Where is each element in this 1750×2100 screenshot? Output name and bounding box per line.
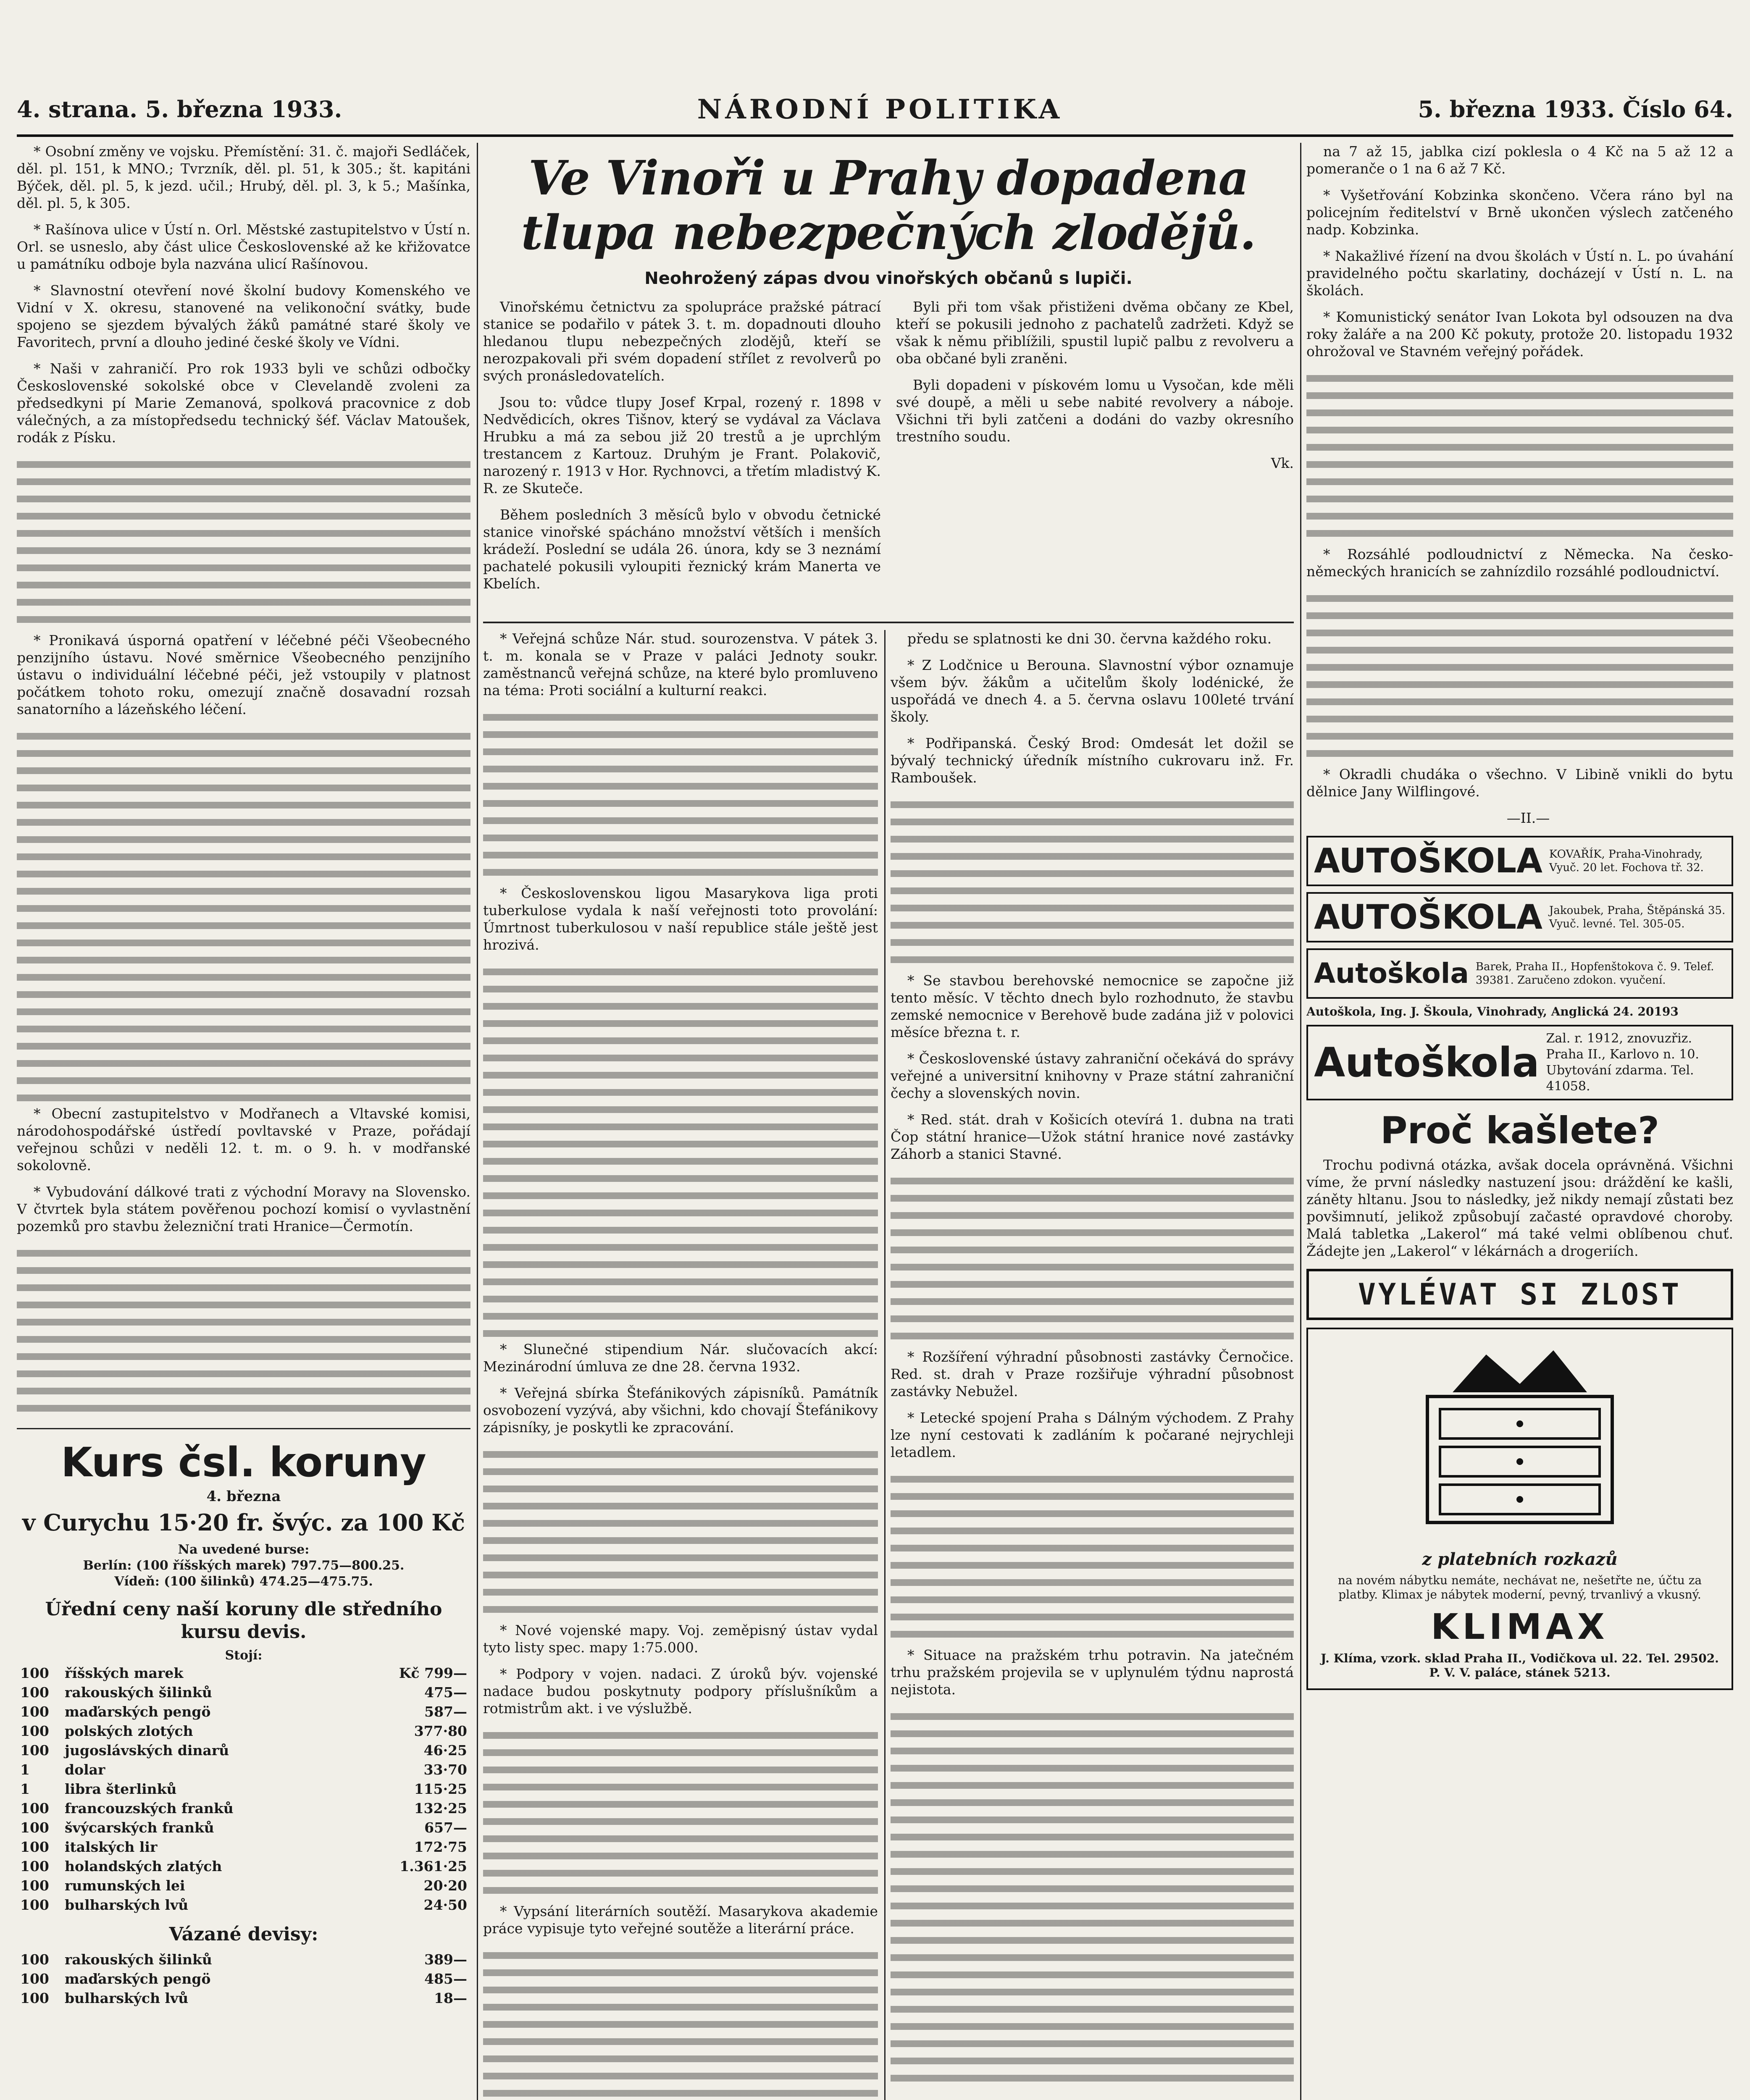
ad-details: Zal. r. 1912, znovuzřiz. Praha II., Karlovo n. 10. Ubytování zdarma. Tel. 41058. [1546, 1031, 1699, 1094]
currency-official-head: Úřední ceny naší koruny dle středního kursu devis. [45, 1599, 442, 1643]
rate-amt: 100 [20, 1877, 49, 1894]
article-komensky-school: * Slavnostní otevření nové školní budovy Komenského ve Vidní v X. okresu, stanovené na velikonoční svátky, bude spojeno se sjezdem bývalých žáků památné staré školy ve Favoritech, první a dlouho jediné české školy ve Vídni. [17, 282, 470, 350]
ad-details: KOVAŘÍK, Praha-Vinohrady, Vyuč. 20 let. Fochova tř. 32. [1549, 848, 1704, 874]
dresser-illustration [1402, 1346, 1637, 1539]
rate-val: Kč 799— [399, 1665, 467, 1681]
article-pension-institute: * Pronikavá úsporná opatření v léčebné péči Všeobecného penzijního ústavu. Nové směrnice Všeobecného penzijního ústavu o individuální léčebné péči, jež vstoupily v platnost počátkem tohoto roku, omezují značně dosavadní rozsah sanatorního a lázeňského léčení. [17, 632, 470, 717]
article-far-east-flight: * Letecké spojení Praha s Dálným východem. Z Prahy lze nyní cestovati k zadláním k počarané nejrychleji letadlem. [891, 1410, 1294, 1460]
rate-name: holandských zlatých [65, 1858, 222, 1874]
lead-body-col-1 [483, 298, 881, 601]
rate-name: rakouských šilinků [65, 1684, 212, 1701]
rate-amt: 100 [20, 1990, 49, 2006]
rate-row [17, 1683, 470, 1702]
rate-row [17, 1895, 470, 1915]
lead-body [483, 298, 1294, 601]
column-1 [17, 143, 470, 2100]
rate-amt: 100 [20, 1742, 49, 1759]
lead-bottom-rule [483, 622, 1294, 623]
article-military-foundation: * Podpory v vojen. nadaci. Z úroků býv. vojenské nadace budou poskytnuty podpory příslušníkům a rotmistrům akt. i ve výslužbě. [483, 1666, 878, 1717]
rate-amt: 100 [20, 1819, 49, 1836]
article-modrany: * Obecní zastupitelstvo v Modřanech a Vltavské komisi, národohospodářské ústředí povltavské v Praze, pořádají veřejnou schůzi v neděli 12. t. m. o 9. h. v modřanské sokolovně. [17, 1105, 470, 1173]
text-block [17, 1244, 470, 1420]
column-rule [884, 630, 886, 2100]
rate-name: bulharských lvů [65, 1990, 189, 2006]
ad-autoskola-barek [1306, 948, 1733, 999]
ad-klimax-subtitle: z platebních rozkazů [1422, 1549, 1618, 1569]
article-student-meeting: * Veřejná schůze Nár. stud. sourozenstva. V pátek 3. t. m. konala se v Praze v paláci Jednoty soukr. zaměstnanců veřejná schůze, na které bylo promluveno na téma: Proti sociální a kulturní reakci. [483, 630, 878, 698]
ad-lakerol-text: Trochu podivná otázka, avšak docela oprávněná. Všichni víme, že první následky nastuzení jsou: dráždění ke kašli, záněty hltanu. Jsou to následky, jež nikdy nemají zůstati bez povšimnutí, jelikož způsobují začasté opravdové choroby. Malá tabletka „Lakerol“ má také velmi oblíbenou chuť. Žádejte jen „Lakerol“ v lékárnách a drogeriích. [1306, 1157, 1733, 1259]
ad-autoskola-jakoubek [1306, 892, 1733, 942]
article-personnel: * Osobní změny ve vojsku. Přemístění: 31. č. majoři Sedláček, děl. pl. 151, k MNO.; Tvrzník, děl. pl. 51, k 305.; št. kapitáni Býček, děl. pl. 5, k jezd. učil.; Hrubý, děl. pl. 3, k 5.; Mašínka, děl. pl. 5, k 305. [17, 143, 470, 211]
lead-paragraph: Během posledních 3 měsíců bylo v obvodu četnické stanice vinořské spácháno množství větších i menších krádeží. Poslední se udála 26. února, kdy se 3 neznámí pachatelé pokusili vyloupiti řeznický krám Manerta ve Kbelích. [483, 507, 881, 592]
rate-amt: 100 [20, 1971, 49, 1987]
rate-row [17, 1969, 470, 1989]
article-literary-contest: * Vypsání literárních soutěží. Masarykova akademie práce vypisuje tyto veřejné soutěže a literární práce. [483, 1903, 878, 1937]
currency-berlin: Berlín: (100 říšských marek) 797.75—800.25. [83, 1558, 405, 1573]
rate-val: 33·70 [423, 1761, 467, 1778]
ad-klimax-text: na novém nábytku nemáte, nechávat ne, nešetřte ne, účtu za platby. Klimax je nábytek moderní, pevný, trvanlivý a vkusný. [1337, 1573, 1702, 1601]
article-railway: * Vybudování dálkové trati z východní Moravy na Slovensko. V čtvrtek byla státem pověřenou pochozí komisí o vyvlastnění pozemků pro stavbu železniční trati Hranice—Čermotín. [17, 1184, 470, 1234]
article-kosice-railway: * Red. stát. drah v Košicích otevírá 1. dubna na trati Čop státní hranice—Užok státní hranice nové zastávky Záhorb a stanici Stavné. [891, 1111, 1294, 1162]
lead-paragraph: Jsou to: vůdce tlupy Josef Krpal, rozený r. 1898 v Nedvědicích, okres Tišnov, který se vydával za Václava Hrubku a má za sebou již 20 trestů a je uprchlým trestancem z Kartouz. Druhým je Frant. Polakovič, narozený r. 1913 v Hor. Rychnovci, a třetím mladistvý K. R. ze Skuteče. [483, 394, 881, 496]
rate-row [17, 1799, 470, 1818]
rate-name: jugoslávských dinarů [65, 1742, 229, 1759]
rate-name: libra šterlinků [65, 1781, 177, 1797]
column-3 [891, 630, 1294, 2100]
rate-val: 485— [424, 1971, 467, 1987]
text-block [891, 1470, 1294, 1646]
page-header [17, 84, 1733, 137]
ad-klimax [1306, 1328, 1733, 1690]
rate-val: 377·80 [414, 1723, 467, 1739]
ad-autoskola-skoula: Autoškola, Ing. J. Škoula, Vinohrady, Anglická 24. 20193 [1306, 1005, 1679, 1018]
currency-wien: Vídeň: (100 šilinků) 474.25—475.75. [114, 1574, 373, 1589]
article-schools-usti: * Nakažlivé řízení na dvou školách v Ústí n. L. po úvahání pravidelného počtu skarlatiny, docházejí v Ústí n. L. na školách. [1306, 248, 1733, 299]
text-block [891, 1172, 1294, 1348]
lead-paragraph: Byli dopadeni v pískovém lomu u Vysočan, kde měli své doupě, a měli u sebe nabité revolvery a náboje. Všichni tři byli zatčeni a dodáni do vazby okresního trestního soudu. [896, 377, 1294, 445]
ad-autoskola-kovarik [1306, 836, 1733, 886]
rate-amt: 1 [20, 1781, 30, 1797]
currency-burse-head: Na uvedené burse: [178, 1542, 310, 1557]
lead-subhead: Neohrožený zápas dvou vinořských občanů s lupiči. [644, 269, 1133, 288]
text-block [483, 963, 878, 1341]
article-lodenice: * Z Lodčnice u Berouna. Slavnostní výbor oznamuje všem býv. žákům a učitelům školy lodénické, že uspořádá ve dnech 4. a 5. června oslavu 100leté trvání školy. [891, 657, 1294, 725]
rate-name: maďarských pengö [65, 1704, 211, 1720]
article-podripanska: * Podřipanská. Český Brod: Omdesát let dožil se bývalý technický úředník místního cukrovaru inž. Fr. Ramboušek. [891, 735, 1294, 786]
rate-row [17, 1722, 470, 1741]
rate-name: bulharských lvů [65, 1897, 189, 1913]
rate-row [17, 1664, 470, 1683]
rate-row [17, 1876, 470, 1895]
article-continuation: předu se splatnosti ke dni 30. června každého roku. [907, 630, 1272, 647]
article-stefanik: * Veřejná sbírka Štefánikových zápisníků. Památník osvobození vyzývá, aby všichni, kdo chovají Štefánikovy zápisníky, je poskytli ke zpracování. [483, 1385, 878, 1436]
rate-amt: 100 [20, 1704, 49, 1720]
article-tuberculosis: * Československou ligou Masarykova liga proti tuberkulose vydala k naší veřejnosti toto provolání: Úmrtnost tuberkulosou v naší republice stále ještě jest hrozivá. [483, 885, 878, 953]
rate-amt: 100 [20, 1665, 49, 1681]
rate-val: 587— [424, 1704, 467, 1720]
ad-name: Autoškola [1314, 1039, 1540, 1086]
article-robbed: * Okradli chudáka o všechno. V Libině vnikli do bytu dělnice Jany Wilflingové. [1306, 766, 1733, 800]
issue-date-number: 5. března 1933. Číslo 64. [1418, 96, 1733, 123]
text-block [1306, 589, 1733, 766]
currency-rates-table [17, 1664, 470, 1915]
article-foreign-institutes: * Československé ústavy zahraniční očekává do správy veřejné a universitní knihovny v Praze státní zahraniční čechy a slovenských novin. [891, 1050, 1294, 1101]
article-maps: * Nové vojenské mapy. Voj. zeměpisný ústav vydal tyto listy spec. mapy 1:75.000. [483, 1622, 878, 1656]
text-block [891, 1707, 1294, 2085]
article-food-market: * Situace na pražském trhu potravin. Na jatečném trhu pražském projevila se v uplynulém týdnu naprostá nejistota. [891, 1647, 1294, 1698]
article-berehovo-hospital: * Se stavbou berehovské nemocnice se započne již tento měsíc. V těchto dnech bylo rozhodnuto, že stavbu zemské nemocnice v Berehově bude zadána již v polovici měsíce března t. r. [891, 972, 1294, 1040]
rate-val: 389— [424, 1951, 467, 1968]
text-block [17, 455, 470, 632]
newspaper-page [17, 17, 1733, 2100]
article-kobzinek: * Vyšetřování Kobzinka skončeno. Včera ráno byl na policejním ředitelství v Brně ukončen výslech zatčeného nadp. Kobzinka. [1306, 187, 1733, 238]
divider [17, 1428, 470, 1429]
currency-bound-head: Vázané devisy: [169, 1924, 318, 1945]
text-block [483, 1946, 878, 2100]
text-block [1306, 369, 1733, 546]
article-smuggling: * Rozsáhlé podloudnictví z Německa. Na česko-německých hranicích se zahnízdilo rozsáhlé podloudnictví. [1306, 546, 1733, 580]
ad-name: Autoškola [1314, 957, 1469, 990]
column-2 [483, 630, 878, 2100]
ad-klimax-headline: VYLÉVAT SI ZLOST [1306, 1269, 1733, 1320]
article-abroad: * Naši v zahraničí. Pro rok 1933 byli ve schůzi odbočky Československé sokolské obce v Clevelandě zvoleni za předsedkyni pí Marie Zemanová, spolková pracovnice z dob válečných, a za místopředsedu technický šéf. Václav Matoušek, rodák z Písku. [17, 360, 470, 446]
rate-val: 172·75 [414, 1839, 467, 1855]
rate-amt: 100 [20, 1951, 49, 1968]
rate-val: 24·50 [423, 1897, 467, 1913]
lead-story [483, 143, 1294, 626]
currency-stoji: Stojí: [225, 1648, 263, 1663]
article-senator-lokota: * Komunistický senátor Ivan Lokota byl odsouzen na dva roky žaláře a na 200 Kč pokuty, protože 20. listopadu 1932 ohrožoval ve Stavném veřejný pořádek. [1306, 309, 1733, 360]
rate-val: 132·25 [414, 1800, 467, 1816]
rate-amt: 1 [20, 1761, 30, 1778]
rate-row [17, 1818, 470, 1838]
column-4 [1306, 143, 1733, 2100]
lead-headline: Ve Vinoři u Prahy dopadena tlupa nebezpečných zlodějů. [521, 151, 1256, 260]
rate-val: 46·25 [423, 1742, 467, 1759]
ad-name: AUTOŠKOLA [1314, 898, 1542, 937]
currency-zurich: v Curychu 15·20 fr. švýc. za 100 Kč [22, 1509, 465, 1536]
text-block [483, 1726, 878, 1903]
rate-row [17, 1838, 470, 1857]
lead-signature: Vk. [1271, 455, 1294, 471]
rate-amt: 100 [20, 1800, 49, 1816]
text-block [891, 795, 1294, 972]
rate-amt: 100 [20, 1839, 49, 1855]
currency-box [17, 1439, 470, 2008]
rate-amt: 100 [20, 1684, 49, 1701]
lead-body-col-2 [896, 298, 1294, 601]
rate-row [17, 1780, 470, 1799]
rate-name: říšských marek [65, 1665, 184, 1681]
rate-amt: 100 [20, 1858, 49, 1874]
rate-name: italských lir [65, 1839, 158, 1855]
currency-date: 4. března [206, 1488, 281, 1505]
rate-val: 20·20 [423, 1877, 467, 1894]
column-rule [477, 143, 478, 2100]
article-signature: —II.— [1506, 810, 1550, 826]
rate-name: polských zlotých [65, 1723, 193, 1739]
rate-name: rumunských lei [65, 1877, 185, 1894]
text-block [17, 727, 470, 1105]
rate-name: švýcarských franků [65, 1819, 214, 1836]
article-rasinova-street: * Rašínova ulice v Ústí n. Orl. Městské zastupitelstvo v Ústí n. Orl. se usneslo, aby část ulice Československé až ke křižovatce u památníku odboje byla nazvána ulicí Rašínovou. [17, 221, 470, 272]
page-number-date: 4. strana. 5. března 1933. [17, 96, 342, 123]
rate-row [17, 1989, 470, 2008]
rate-val: 115·25 [414, 1781, 467, 1797]
currency-bound-table [17, 1950, 470, 2008]
ad-details: Barek, Praha II., Hopfenštokova č. 9. Telef. 39381. Zaručeno zdokon. vyučení. [1475, 961, 1714, 987]
rate-name: francouzských franků [65, 1800, 234, 1816]
ad-klimax-address: J. Klíma, vzork. sklad Praha II., Vodičkova ul. 22. Tel. 29502. P. V. V. paláce, stánek 5213. [1321, 1651, 1719, 1680]
rate-name: rakouských šilinků [65, 1951, 212, 1968]
article-cernosice: * Rozšíření výhradní působnosti zastávky Černočice. Red. st. drah v Praze rozšiřuje výhradní působnost zastávky Nebužel. [891, 1349, 1294, 1399]
ad-klimax-brand: KLIMAX [1431, 1606, 1609, 1647]
lead-paragraph: Vinořskému četnictvu za spolupráce pražské pátrací stanice se podařilo v pátek 3. t. m. dopadnouti dlouho hledanou tlupu nebezpečných zlodějů, kteří se nerozpakovali při svém dopadení střílet z revolverů po svých pronásledovatelích. [483, 299, 881, 384]
ad-lakerol-title: Proč kašlete? [1380, 1109, 1660, 1152]
text-block [483, 1445, 878, 1622]
text-block [483, 708, 878, 885]
currency-title: Kurs čsl. koruny [61, 1439, 426, 1486]
rate-name: dolar [65, 1761, 105, 1778]
ad-details: Jakoubek, Praha, Štěpánská 35. Vyuč. levné. Tel. 305-05. [1549, 904, 1726, 930]
rate-val: 1.361·25 [399, 1858, 467, 1874]
rate-val: 18— [434, 1990, 467, 2006]
rate-amt: 100 [20, 1897, 49, 1913]
rate-amt: 100 [20, 1723, 49, 1739]
rate-row [17, 1741, 470, 1760]
rate-name: maďarských pengö [65, 1971, 211, 1987]
rate-row [17, 1857, 470, 1876]
ad-name: AUTOŠKOLA [1314, 841, 1542, 880]
rate-val: 475— [424, 1684, 467, 1701]
article-fruit-prices: na 7 až 15, jablka cizí poklesla o 4 Kč na 5 až 12 a pomeranče o 1 na 6 až 7 Kč. [1306, 143, 1733, 177]
rate-val: 657— [424, 1819, 467, 1836]
rate-row [17, 1760, 470, 1780]
rate-row [17, 1702, 470, 1722]
ad-autoskola-karlovo [1306, 1025, 1733, 1100]
rate-row [17, 1950, 470, 1969]
article-stipendium: * Slunečné stipendium Nár. slučovacích akcí: Mezinárodní úmluva ze dne 28. června 1932. [483, 1341, 878, 1375]
column-rule [1300, 143, 1301, 2100]
masthead: NÁRODNÍ POLITIKA [697, 93, 1063, 125]
lead-paragraph: Byli při tom však přistiženi dvěma občany ze Kbel, kteří se pokusili jednoho z pachatelů zadržeti. Když se však k němu přiblížili, spustil lupič palbu z revolveru a oba občané byli zraněni. [896, 299, 1294, 367]
